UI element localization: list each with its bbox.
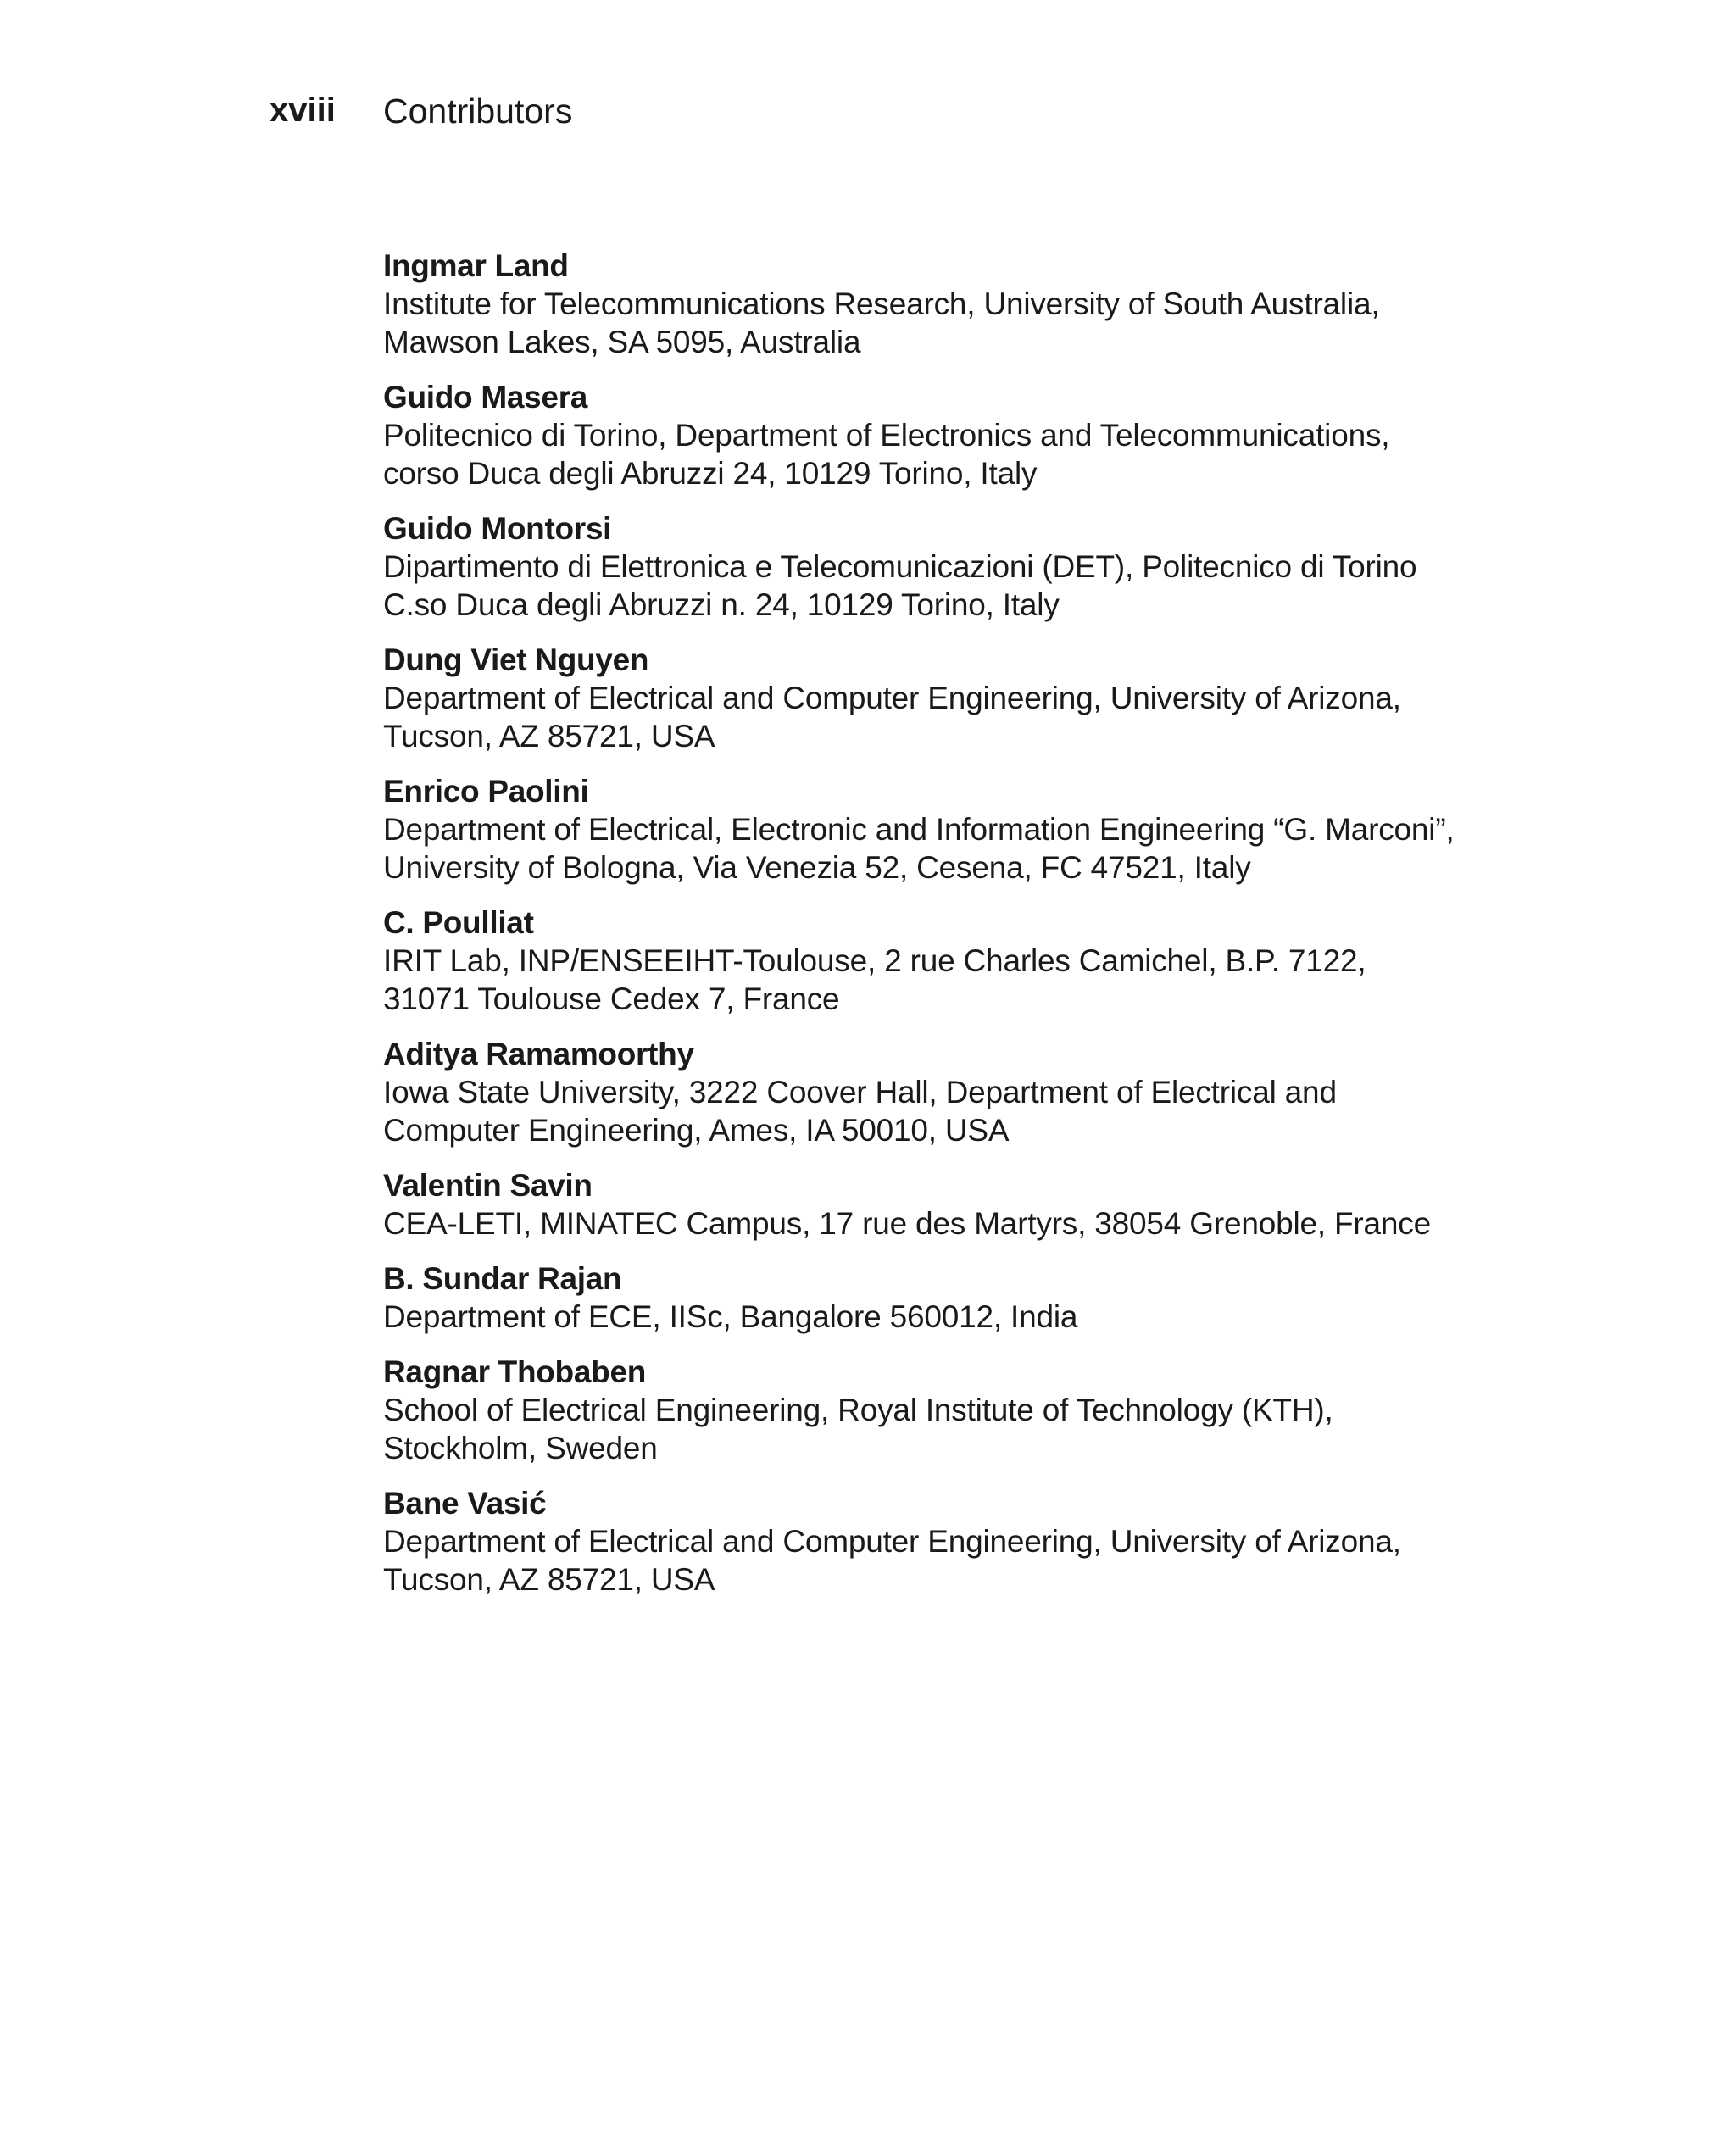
contributor-affiliation-line: Tucson, AZ 85721, USA (383, 719, 715, 754)
contributor-name: B. Sundar Rajan (383, 1261, 622, 1296)
contributor-affiliation-line: Department of Electrical and Computer Engineering, University of Arizona, (383, 1524, 1401, 1559)
page-number: xviii (270, 92, 336, 129)
contributor-name: Bane Vasić (383, 1486, 547, 1521)
contributor-affiliation-line: Iowa State University, 3222 Coover Hall, Department of Electrical and (383, 1075, 1337, 1109)
contributor-affiliation-line: CEA-LETI, MINATEC Campus, 17 rue des Martyrs, 38054 Grenoble, France (383, 1206, 1431, 1241)
contributor-name: Aditya Ramamoorthy (383, 1037, 694, 1071)
contributor-affiliation-line: C.so Duca degli Abruzzi n. 24, 10129 Torino, Italy (383, 587, 1060, 622)
section-title: Contributors (383, 92, 573, 131)
contributor-affiliation-line: School of Electrical Engineering, Royal Institute of Technology (KTH), (383, 1393, 1333, 1427)
contributor-affiliation-line: Dipartimento di Elettronica e Telecomunicazioni (DET), Politecnico di Torino (383, 549, 1417, 584)
contributor-affiliation-line: Politecnico di Torino, Department of Electronics and Telecommunications, (383, 418, 1390, 453)
contributor-affiliation-line: Mawson Lakes, SA 5095, Australia (383, 325, 861, 359)
contributors-list (383, 247, 1638, 1616)
contributor-affiliation-line: Stockholm, Sweden (383, 1431, 658, 1465)
contributor-affiliation-line: University of Bologna, Via Venezia 52, Cesena, FC 47521, Italy (383, 850, 1251, 885)
contributor-entry (383, 510, 1638, 624)
contributor-name: Ragnar Thobaben (383, 1354, 647, 1389)
contributor-affiliation-line: IRIT Lab, INP/ENSEEIHT-Toulouse, 2 rue Charles Camichel, B.P. 7122, (383, 943, 1366, 978)
contributor-affiliation-line: Department of ECE, IISc, Bangalore 560012, India (383, 1299, 1078, 1334)
contributor-affiliation-line: 31071 Toulouse Cedex 7, France (383, 982, 840, 1016)
contributor-entry (383, 379, 1638, 492)
contributor-entry (383, 1036, 1638, 1149)
contributor-entry (383, 642, 1638, 755)
contributor-name: Guido Montorsi (383, 511, 612, 546)
contributor-affiliation-line: Computer Engineering, Ames, IA 50010, USA (383, 1113, 1010, 1148)
contributor-name: Dung Viet Nguyen (383, 642, 649, 677)
contributor-entry (383, 773, 1638, 887)
contributor-name: Ingmar Land (383, 248, 569, 283)
contributor-name: Valentin Savin (383, 1168, 593, 1203)
contributor-entry (383, 1485, 1638, 1599)
contributor-affiliation-line: Institute for Telecommunications Research, University of South Australia, (383, 286, 1380, 321)
contributor-affiliation-line: Department of Electrical, Electronic and Information Engineering “G. Marconi”, (383, 812, 1455, 847)
contributor-entry (383, 1354, 1638, 1467)
contributor-entry (383, 1260, 1638, 1336)
contributor-entry (383, 1167, 1638, 1243)
contributor-affiliation-line: Department of Electrical and Computer Engineering, University of Arizona, (383, 681, 1401, 715)
contributor-affiliation-line: corso Duca degli Abruzzi 24, 10129 Torino, Italy (383, 456, 1038, 491)
contributor-entry (383, 247, 1638, 361)
contributor-name: Guido Masera (383, 380, 588, 414)
contributor-affiliation-line: Tucson, AZ 85721, USA (383, 1562, 715, 1597)
contributor-name: C. Poulliat (383, 905, 534, 940)
contributor-entry (383, 904, 1638, 1018)
contributor-name: Enrico Paolini (383, 774, 589, 809)
